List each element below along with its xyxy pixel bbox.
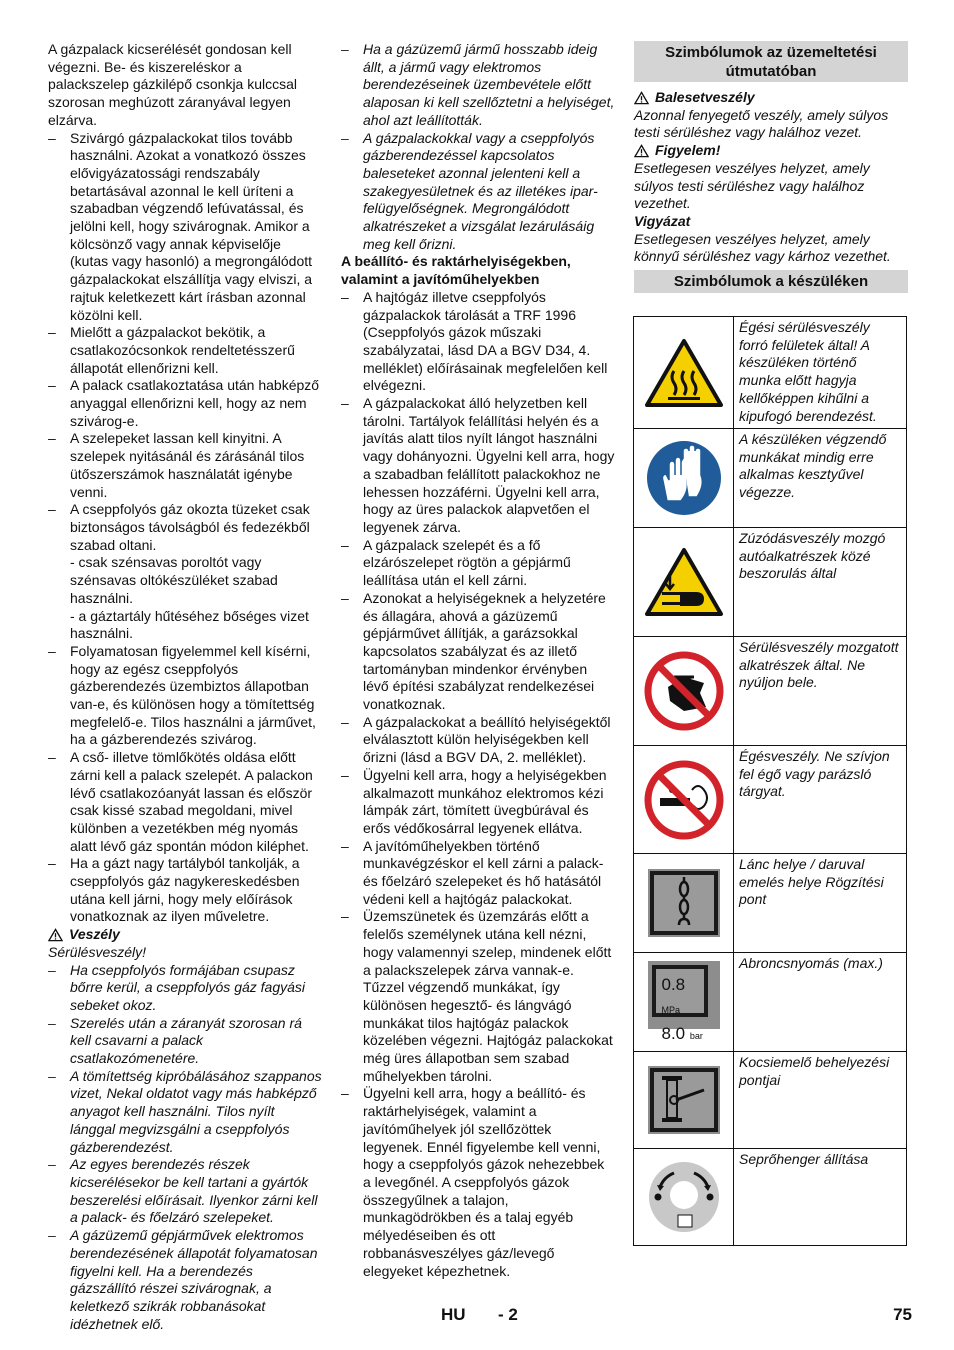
warning-heading xyxy=(634,142,908,160)
paragraph: Esetlegesen veszélyes helyzet, amely könnyű sérüléshez vagy kárhoz vezethet. xyxy=(634,230,891,265)
footer-language: HU xyxy=(441,1305,466,1324)
warning-triangle-icon xyxy=(634,91,649,105)
do-not-touch-icon xyxy=(634,637,734,746)
list-item: – Szivárgó gázpalackokat tilos tovább használni. Azokat a vonatkozó összes elővigyázatossági rendszabály betartásával azonnal le kell üríteni a szabadban végzendő lefúvatással, és jelölni kell, hogy szivárognak. Amikor a kölcsönző vagy annak képviselője (kutas vagy hasonló) a megrongálódott gázpalackokat elszállítja vagy elviszi, a rajtuk keletkezett kárt írásban azonnal közölni kell. xyxy=(48,130,322,325)
symbol-row xyxy=(634,953,907,1052)
paragraph: Sérülésveszély! xyxy=(48,943,147,960)
sub-item: - a gáztartály hűtéséhez bőséges vizet használni. xyxy=(70,607,309,642)
symbol-row xyxy=(634,746,907,854)
hot-surface-warning-icon xyxy=(634,317,734,429)
symbol-description: Sérülésveszély mozgatott alkatrészek által. Ne nyúljon bele. xyxy=(734,637,907,746)
section-title-device-symbols: Szimbólumok a készüléken xyxy=(634,270,908,293)
jack-point-icon xyxy=(634,1052,734,1149)
warning-triangle-icon xyxy=(634,144,649,158)
paragraph: A gázpalack kicserélését gondosan kell végezni. Be- és kiszereléskor a palackszelep gázkilépő csonkja kulccsal szorosan meghúzott záranyával legyen elzárva. xyxy=(48,41,298,128)
warning-triangle-icon xyxy=(48,928,63,942)
pressure-bar-value: 8.0 xyxy=(661,1023,686,1043)
symbols-table xyxy=(633,316,907,1246)
symbol-description: Seprőhenger állítása xyxy=(734,1149,907,1246)
list-item: – A szelepeket lassan kell kinyitni. A szelepek nyitásánál és zárásánál tilos ütőszerszámok használatát igénybe venni. xyxy=(48,430,322,501)
list-item: – A palack csatlakoztatása után habképző anyaggal ellenőrizni kell, hogy az nem szivárog-e. xyxy=(48,377,322,430)
list-item: – A hajtógáz illetve cseppfolyós gázpalackok tárolását a TRF 1996 (Cseppfolyós gázok műszaki szabályzatai, lásd DA a BGV D34, 4. melléklet) előírásainak megfelelően kell elvégezni. xyxy=(341,289,615,395)
section-title-manual-symbols: Szimbólumok az üzemeltetési útmutatóban xyxy=(634,41,908,82)
symbol-description: Abroncsnyomás (max.) xyxy=(734,953,907,1052)
tire-pressure-icon xyxy=(634,953,734,1052)
symbol-row xyxy=(634,854,907,953)
wear-gloves-icon xyxy=(634,429,734,528)
section-heading: A beállító- és raktárhelyiségekben, valamint a javítóműhelyekben xyxy=(341,253,571,288)
crush-hazard-icon xyxy=(634,528,734,637)
symbol-row xyxy=(634,429,907,528)
warning-heading-text: Veszély xyxy=(69,926,120,943)
list-item: – Azonokat a helyiségeknek a helyzetére és állagára, ahová a gázüzemű gépjárművet állítják, a garázsokkal kapcsolatos szabályzat és az illető tartományban mindenkor érvényben lévő építési szabályzat rendelkezései vonatkoznak. xyxy=(341,590,615,714)
symbol-row xyxy=(634,1149,907,1246)
symbol-description: Lánc helye / daruval emelés helye Rögzítési pont xyxy=(734,854,907,953)
symbol-description: Égésveszély. Ne szívjon fel égő vagy parázsló tárgyat. xyxy=(734,746,907,854)
warning-heading xyxy=(48,926,322,944)
symbol-description: A készüléken végzendő munkákat mindig erre alkalmas kesztyűvel végezze. xyxy=(734,429,907,528)
warning-heading-text: Balesetveszély xyxy=(655,89,755,105)
pressure-mpa-value: 0.8 xyxy=(661,974,686,994)
symbol-row xyxy=(634,528,907,637)
section-heading: Vigyázat xyxy=(634,212,691,229)
list-item: – Üzemszünetek és üzemzárás előtt a felelős személynek utána kell nézni, hogy valamennyi szelep, mindenek előtt a palackszelepek zárva vannak-e. Tűzzel végzendő munkákat, így különösen hegesztő- és lángvágó munkákat tilos hajtógáz palackok közelében végezni. Hajtógáz palackokat még üres állapotban sem szabad műhelyekben tárolni. xyxy=(341,908,615,1085)
list-item: – Ha a gázt nagy tartályból tankolják, a cseppfolyós gáz nagykereskedésben utána kell járni, hogy mely előírások vonatkoznak az ilyen műveletre. xyxy=(48,855,322,926)
list-item: – A gázpalackokkal vagy a cseppfolyós gázberendezéssel kapcsolatos baleseteket azonnal jelenteni kell a szakegyesületnek és az illetékes ipar-felügyelőségnek. Megrongálódott alkatrészeket a vizsgálat lezárulásáig meg kell őrizni. xyxy=(341,130,615,254)
list-item: – A javítóműhelyekben történő munkavégzéskor el kell zárni a palack- és főelzáró szelepeket és hő hatásától védeni kell a hajtógáz palackokat. xyxy=(341,838,615,909)
list-item: – A gázüzemű gépjárművek elektromos berendezésének állapotát folyamatosan figyelni kell. Ha a berendezés gázszállító részei szivárognak, a keletkező szikrák robbanásokat idézhetnek elő. xyxy=(48,1227,322,1333)
symbol-row xyxy=(634,1052,907,1149)
paragraph: Azonnal fenyegető veszély, amely súlyos testi sérüléshez vagy halálhoz vezet. xyxy=(634,106,889,141)
symbol-description: Kocsiemelő behelyezési pontjai xyxy=(734,1052,907,1149)
list-item: – A gázpalackokat a beállító helyiségektől elválasztott külön helyiségekben kell őrizni (lásd a BGV DA, 2. melléklet). xyxy=(341,714,615,767)
no-smoking-icon xyxy=(634,746,734,854)
list-item: – Ügyelni kell arra, hogy a beállító- és raktárhelyiségek, valamint a javítóműhelyek jól szellőzöttek legyenek. Ennél figyelembe kell venni, hogy a cseppfolyós gázok nehezebbek a levegőnél. A cseppfolyós gázok összegyűlnek a talajon, munkagödrökben és a talaj egyéb mélyedéseiben és ott robbanásveszélyes gáz/levegő elegyeket képezhetnek. xyxy=(341,1085,615,1280)
pressure-bar-unit: bar xyxy=(689,1030,703,1041)
warning-heading-text: Figyelem! xyxy=(655,142,721,159)
list-item: – A gázpalack szelepét és a fő elzárószelepet rögtön a gépjármű leállítása után el kell zárni. xyxy=(341,537,615,590)
list-item: – Szerelés után a záranyát szorosan rá kell csavarni a palack csatlakozómenetére. xyxy=(48,1015,322,1068)
list-item: – Mielőtt a gázpalackot bekötik, a csatlakozócsonkok rendeltetésszerű állapotát ellenőrizni kell. xyxy=(48,324,322,377)
page-number: 75 xyxy=(893,1305,912,1324)
symbol-description: Zúzódásveszély mozgó autóalkatrészek közé beszorulás által xyxy=(734,528,907,637)
symbol-row xyxy=(634,637,907,746)
chain-lifting-point-icon xyxy=(634,854,734,953)
list-item: – Az egyes berendezés részek kicserélésekor be kell tartani a gyártók beszerelési előírásait. Ilyenkor zárni kell a palack- és főelzáró szelepeket. xyxy=(48,1156,322,1227)
list-item: – Ha a gázüzemű jármű hosszabb ideig állt, a jármű vagy elektromos berendezéseinek üzembevétele előtt alaposan ki kell szellőztetni a helyiséget, ahol azt leállították. xyxy=(341,41,615,130)
column-2 xyxy=(341,41,615,1280)
list-item: – A cső- illetve tömlőkötés oldása előtt zárni kell a palack szelepét. A palackon lévő csatlakozóanyát lassan és először csak kissé szabad megoldani, mivel különben a vezetékben még nyomás alatt lévő gáz spontán módon kiléphet. xyxy=(48,749,322,855)
list-item: – A gázpalackokat álló helyzetben kell tárolni. Tartályok felállítási helyén és a javítás alatt tilos nyílt lángot használni vagy dohányozni. Ügyelni kell arra, hogy a szabadban felállított palackokhoz ne lehessen hozzáférni. Ügyelni kell arra, hogy az üres palackok alapvetően el legyenek zárva. xyxy=(341,395,615,537)
footer-subpage: - 2 xyxy=(498,1305,518,1324)
paragraph: Esetlegesen veszélyes helyzet, amely súlyos testi sérüléshez vagy halálhoz vezethet. xyxy=(634,159,870,212)
column-3 xyxy=(634,41,908,1246)
list-item: – Ha cseppfolyós formájában csupasz bőrre kerül, a cseppfolyós gáz fagyási sebeket okoz. xyxy=(48,962,322,1015)
pressure-mpa-unit: MPa xyxy=(661,1004,681,1015)
warning-heading xyxy=(634,89,908,107)
symbol-row xyxy=(634,317,907,429)
roller-adjust-icon xyxy=(634,1149,734,1246)
list-item: – Ügyelni kell arra, hogy a helyiségekben alkalmazott munkához elektromos kézi lámpák zárt, tömített üvegbúrával és erős védőkosárral legyenek ellátva. xyxy=(341,767,615,838)
list-item: – Folyamatosan figyelemmel kell kísérni, hogy az egész cseppfolyós gázberendezés üzembiztos állapotban van-e, és különösen hogy a tömítettség megfelelő-e. Tilos használni a járművet, ha a gázberendezés szivárog. xyxy=(48,643,322,749)
sub-item: - csak szénsavas poroltót vagy szénsavas oltókészüléket szabad használni. xyxy=(70,554,278,606)
list-item: – A cseppfolyós gáz okozta tüzeket csak biztonságos távolságból és fedezékből szabad oltani. xyxy=(48,501,322,554)
list-item: – A tömítettség kipróbálásához szappanos vizet, Nekal oldatot vagy más habképző anyagot kell használni. Tilos nyílt lánggal megvizsgálni a cseppfolyós gázberendezést. xyxy=(48,1068,322,1157)
column-1 xyxy=(48,41,322,1333)
symbol-description: Égési sérülésveszély forró felületek által! A készüléken történő munka előtt hagyja kellőképpen kihűlni a kipufogó berendezést. xyxy=(734,317,907,429)
